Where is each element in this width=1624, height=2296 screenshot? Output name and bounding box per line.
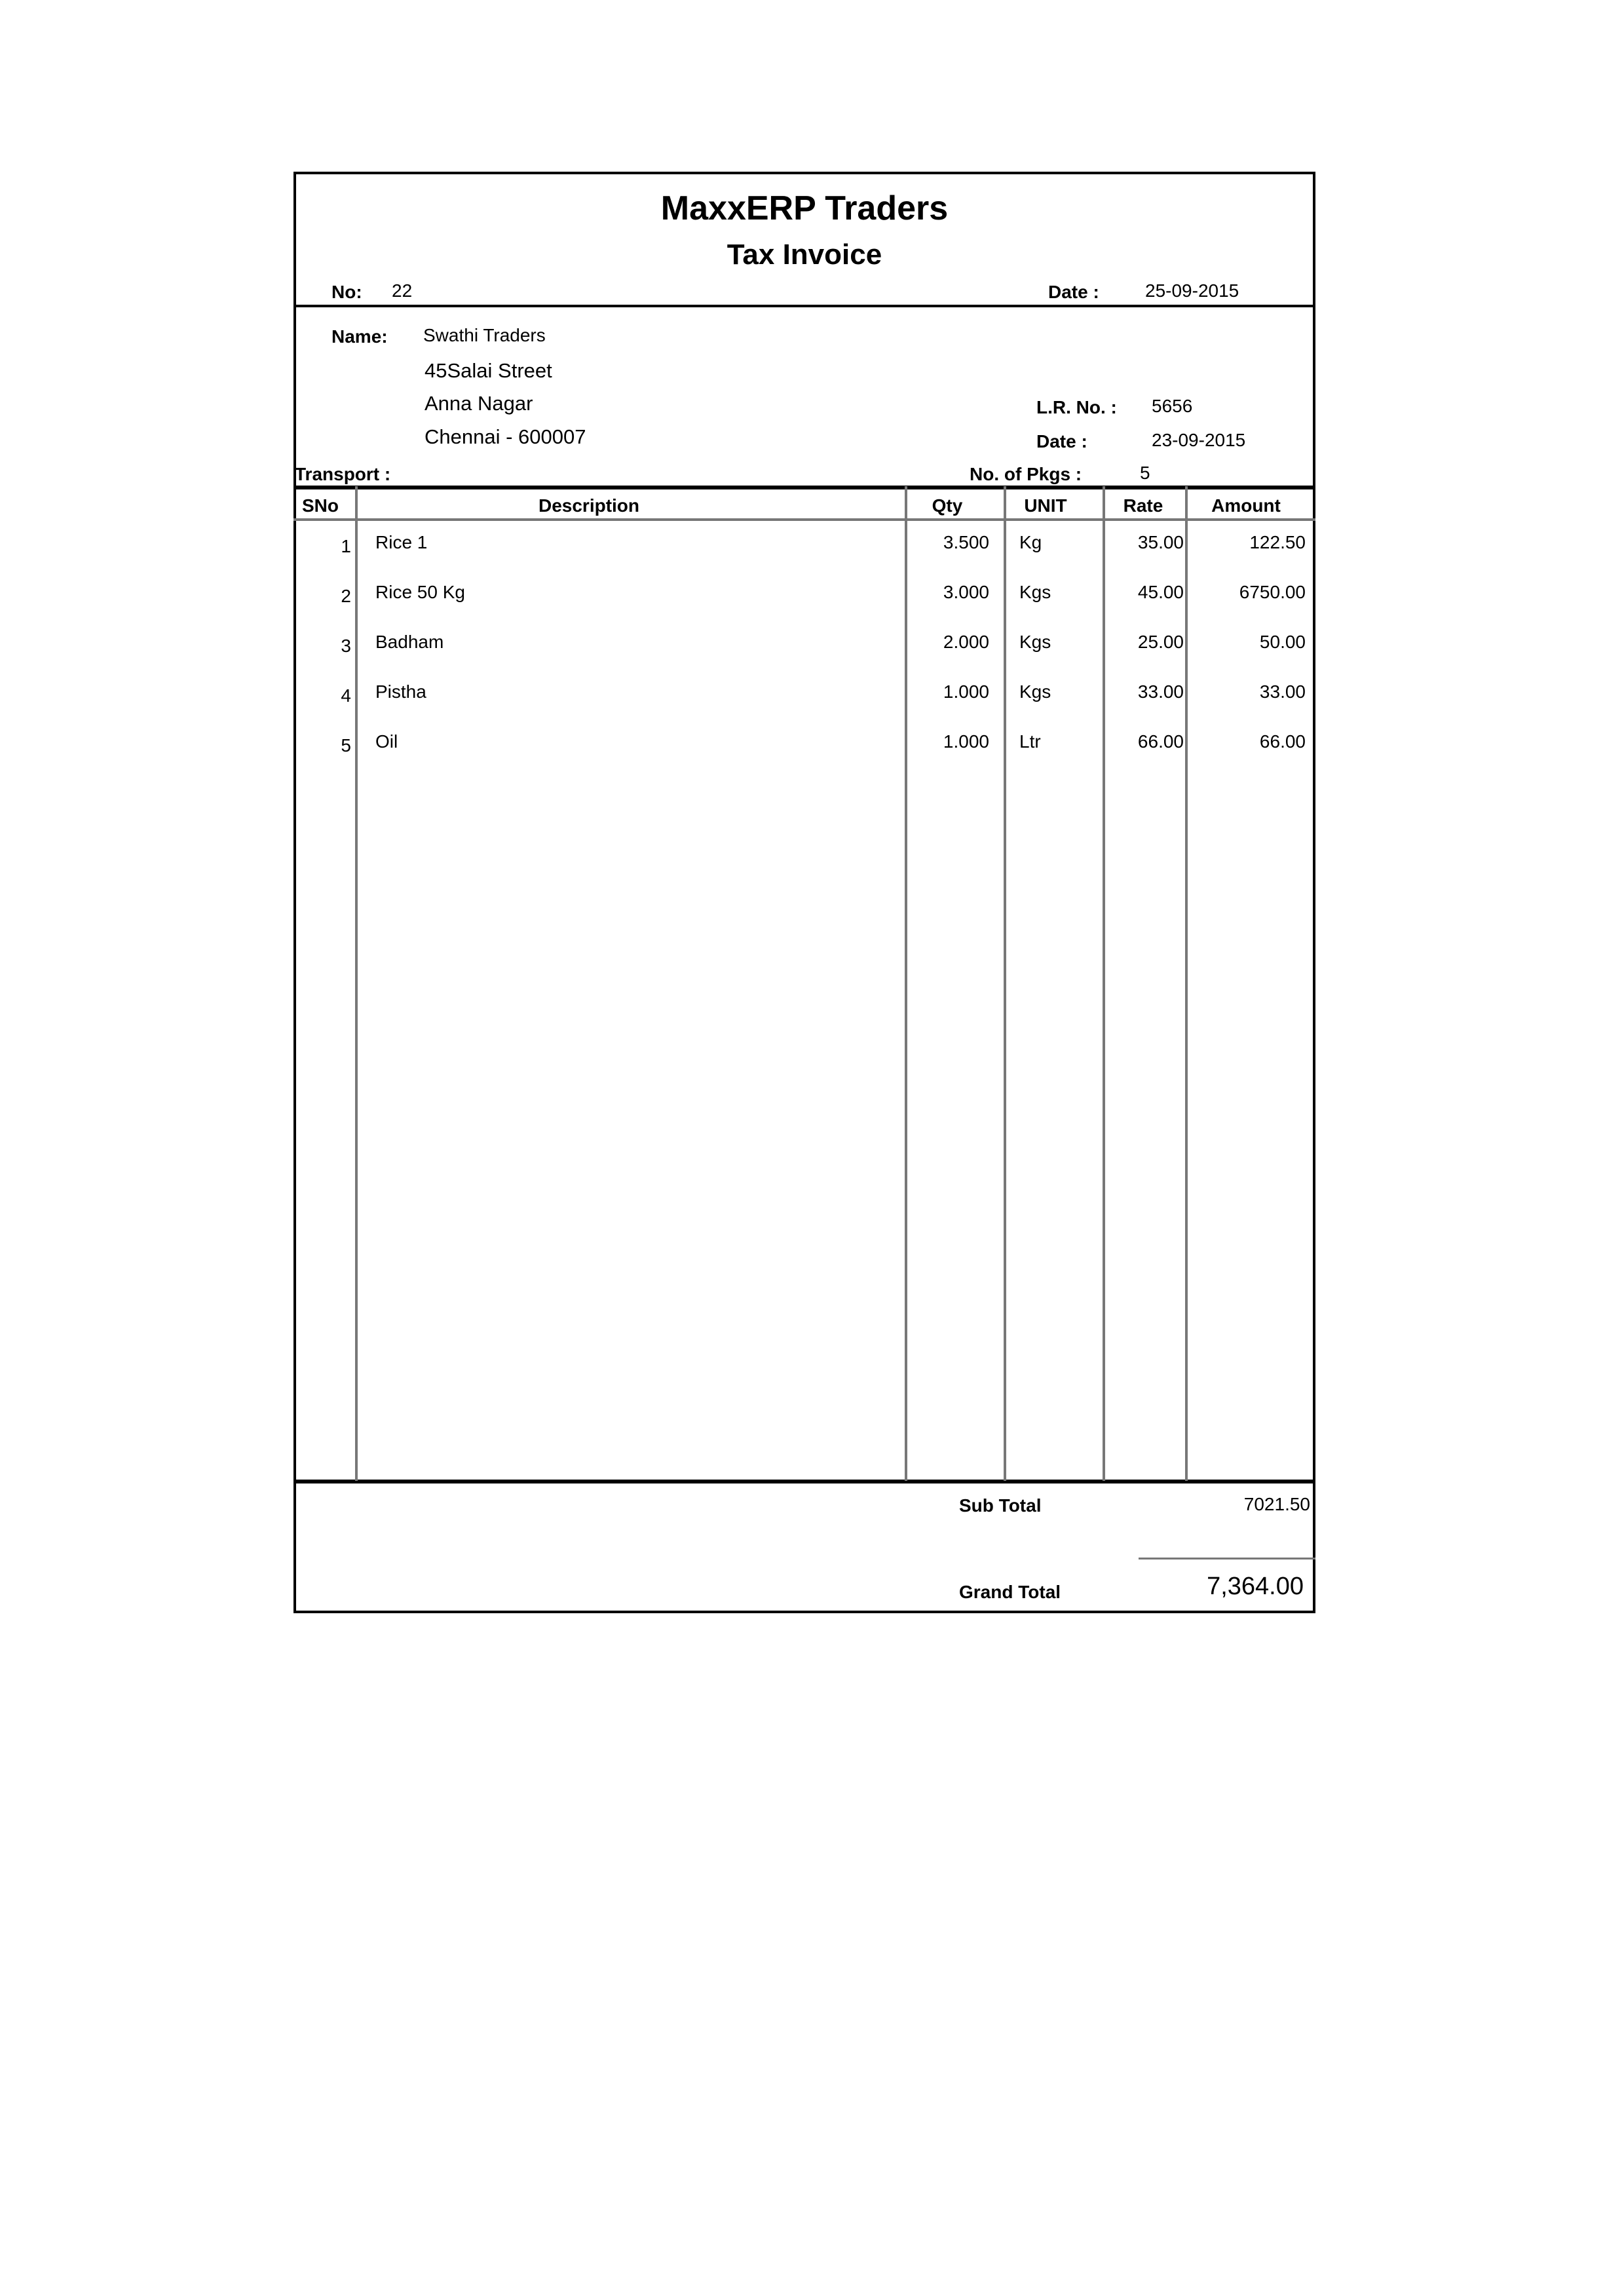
row-4-rate: 33.00 xyxy=(1137,681,1184,702)
sub-total-value: 7021.50 xyxy=(1243,1494,1310,1514)
invoice-no: 22 xyxy=(392,280,413,301)
lr-date-label: Date : xyxy=(1036,431,1087,451)
col-divider-qty xyxy=(1004,486,1006,1481)
pkgs-value: 5 xyxy=(1140,463,1150,483)
row-1-rate: 35.00 xyxy=(1137,532,1184,552)
customer-name-label: Name: xyxy=(331,326,388,347)
header-qty: Qty xyxy=(932,495,963,516)
table-bottom-rule xyxy=(293,1480,1315,1483)
pkgs-label: No. of Pkgs : xyxy=(970,464,1082,484)
header-divider xyxy=(293,305,1315,307)
row-1-description: Rice 1 xyxy=(375,532,428,552)
row-4-unit: Kgs xyxy=(1019,681,1051,702)
col-divider-desc xyxy=(905,486,907,1481)
row-5-qty: 1.000 xyxy=(943,731,989,752)
row-2-amount: 6750.00 xyxy=(1239,582,1306,602)
sub-total-label: Sub Total xyxy=(959,1495,1042,1516)
header-description: Description xyxy=(538,495,640,516)
row-1-unit: Kg xyxy=(1019,532,1042,552)
row-5-amount: 66.00 xyxy=(1259,731,1306,752)
row-3-unit: Kgs xyxy=(1019,632,1051,652)
address-line-1: 45Salai Street xyxy=(425,359,552,382)
grand-total-rule xyxy=(1139,1558,1315,1559)
invoice-frame xyxy=(293,172,1315,1613)
address-line-2: Anna Nagar xyxy=(425,392,533,415)
header-unit: UNIT xyxy=(1024,495,1067,516)
row-4-description: Pistha xyxy=(375,681,426,702)
header-sno: SNo xyxy=(302,495,339,516)
row-3-description: Badham xyxy=(375,632,444,652)
col-divider-sno xyxy=(355,486,358,1481)
row-1-amount: 122.50 xyxy=(1249,532,1306,552)
invoice-date-label: Date : xyxy=(1048,282,1099,302)
invoice-date: 25-09-2015 xyxy=(1145,280,1239,301)
row-5-unit: Ltr xyxy=(1019,731,1041,752)
lr-no: 5656 xyxy=(1152,396,1193,416)
row-2-description: Rice 50 Kg xyxy=(375,582,465,602)
header-amount: Amount xyxy=(1211,495,1281,516)
row-1-qty: 3.500 xyxy=(943,532,989,552)
row-4-amount: 33.00 xyxy=(1259,681,1306,702)
grand-total-label: Grand Total xyxy=(959,1582,1061,1602)
row-2-rate: 45.00 xyxy=(1137,582,1184,602)
transport-label: Transport : xyxy=(295,464,391,484)
row-5-description: Oil xyxy=(375,731,398,752)
grand-total-value: 7,364.00 xyxy=(1207,1573,1304,1600)
row-3-qty: 2.000 xyxy=(943,632,989,652)
header-rate: Rate xyxy=(1123,495,1163,516)
row-1-sno: 1 xyxy=(341,536,351,556)
table-top-rule xyxy=(293,486,1314,489)
row-3-sno: 3 xyxy=(341,636,351,656)
row-5-sno: 5 xyxy=(341,735,351,756)
document-title: Tax Invoice xyxy=(727,239,882,271)
row-2-sno: 2 xyxy=(341,586,351,606)
address-line-3: Chennai - 600007 xyxy=(425,425,586,448)
row-3-amount: 50.00 xyxy=(1259,632,1306,652)
row-4-qty: 1.000 xyxy=(943,681,989,702)
lr-no-label: L.R. No. : xyxy=(1036,397,1117,417)
invoice-no-label: No: xyxy=(331,282,362,302)
company-name: MaxxERP Traders xyxy=(660,189,949,227)
table-header-rule xyxy=(293,518,1315,521)
row-2-qty: 3.000 xyxy=(943,582,989,602)
lr-date: 23-09-2015 xyxy=(1152,430,1246,450)
row-2-unit: Kgs xyxy=(1019,582,1051,602)
row-5-rate: 66.00 xyxy=(1137,731,1184,752)
row-3-rate: 25.00 xyxy=(1137,632,1184,652)
customer-name: Swathi Traders xyxy=(423,325,546,345)
row-4-sno: 4 xyxy=(341,685,351,706)
